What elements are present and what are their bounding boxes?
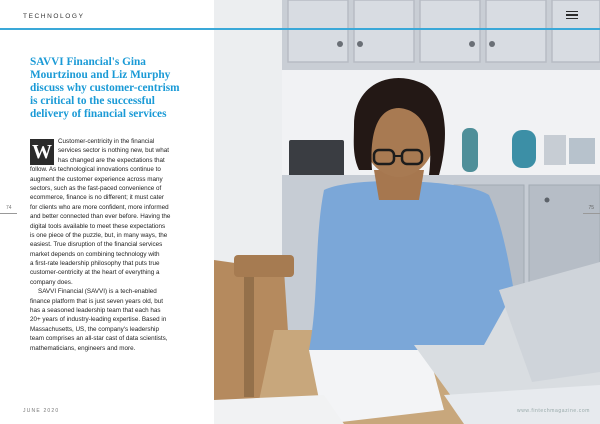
headline-line: discuss why customer-centrism — [30, 82, 180, 94]
left-page — [0, 0, 214, 424]
body-line: SAVVI Financial (SAVVI) is a tech-enabled — [38, 288, 157, 296]
body-line: and better connected than ever before. Having the — [30, 213, 171, 221]
hamburger-menu-icon[interactable] — [566, 11, 578, 19]
body-line: has changed are the expectations that — [58, 156, 165, 164]
headline-line: SAVVI Financial's Gina — [30, 56, 146, 68]
section-label: TECHNOLOGY — [23, 13, 85, 20]
feature-photo — [214, 0, 600, 424]
body-line: finance platform that is just seven years old, but — [30, 297, 164, 305]
headline-line: is critical to the successful — [30, 95, 155, 107]
photo-illustration — [214, 0, 600, 424]
article-body — [30, 137, 210, 353]
page-marker-rule — [583, 213, 600, 214]
footer-issue-date: JUNE 2020 — [23, 408, 60, 414]
headline-line: Mourtzinou and Liz Murphy — [30, 69, 171, 81]
body-line: follow. As technological innovations continue to — [30, 166, 161, 174]
header-rule — [0, 28, 600, 30]
body-line: company does. — [30, 278, 73, 286]
body-line: mathematicians, engineers and more. — [30, 344, 136, 352]
body-line: sectors, such as the fast-paced convenience of — [30, 184, 162, 192]
body-line: market depends on combining technology with — [30, 250, 160, 258]
body-line: 20+ years of industry-leading expertise. Based in — [30, 316, 167, 324]
body-line: customer-centricity at the heart of everything a — [30, 269, 160, 277]
body-line: services sector is nothing new, but what — [58, 147, 169, 155]
footer-website: www.fintechmagazine.com — [517, 408, 590, 414]
body-line: has a seasoned leadership team that each has — [30, 307, 161, 315]
page-marker-rule — [0, 213, 17, 214]
body-line: easiest. True disruption of the financial services — [30, 241, 163, 249]
body-line: for clients who are more confident, more informed — [30, 203, 169, 211]
headline-line: delivery of financial services — [30, 108, 167, 120]
body-line: ecommerce, finance is no different; it must cater — [30, 194, 164, 202]
page-number-left: 74 — [6, 205, 12, 211]
body-line: a first-rate leadership philosophy that puts true — [30, 260, 160, 268]
body-line: augment the customer experience across many — [30, 175, 163, 183]
body-line: Massachusetts, US, the company's leadership — [30, 325, 159, 333]
article-headline — [30, 56, 205, 121]
body-line: digital tools available to meet these expectations — [30, 222, 166, 230]
page-number-right: 75 — [588, 205, 594, 211]
body-line: Customer-centricity in the financial — [58, 138, 155, 145]
body-line: team comprises an all-star cast of data scientists, — [30, 335, 168, 343]
body-line: is one piece of the puzzle, but, in many ways, the — [30, 231, 168, 239]
drop-cap: W — [32, 141, 52, 163]
